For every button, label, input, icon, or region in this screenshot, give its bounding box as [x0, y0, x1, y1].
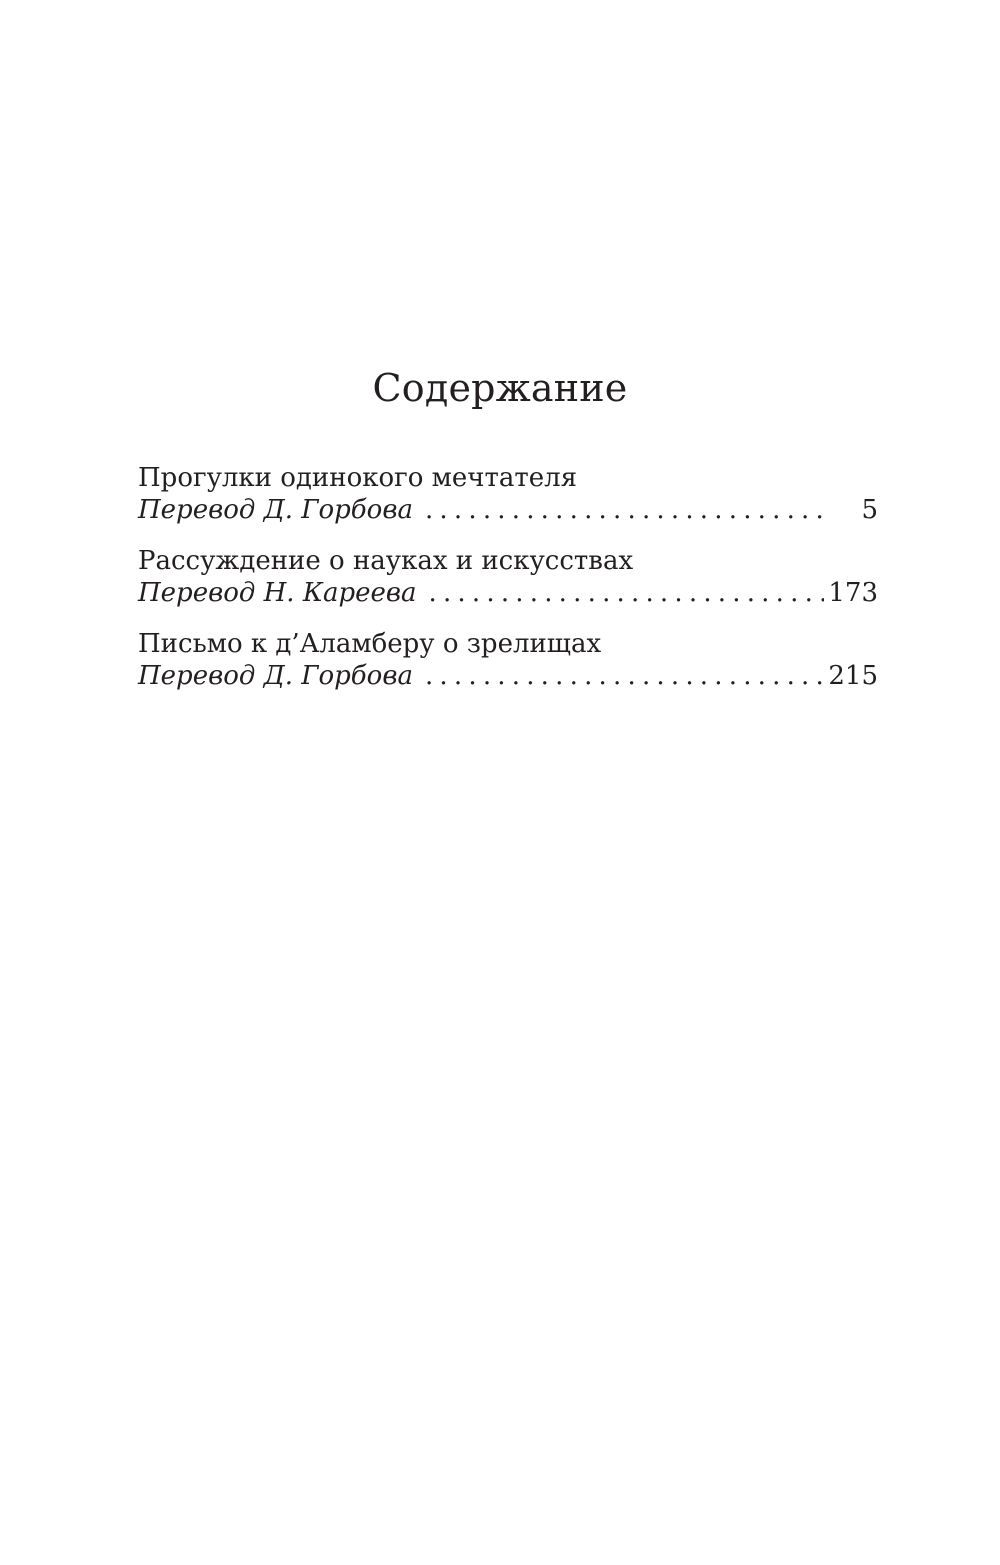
entry-page-number: 5 [861, 495, 878, 525]
page-title: Содержание [372, 366, 628, 410]
dot-leader [425, 494, 830, 527]
entry-translator: Перевод Н. Кареева [138, 578, 417, 608]
entry-line [138, 494, 878, 527]
entry-title: Письмо к д’Аламберу о зрелищах [138, 629, 602, 659]
toc-entry[interactable] [138, 462, 878, 527]
entry-translator: Перевод Д. Горбова [138, 495, 413, 525]
entry-translator: Перевод Д. Горбова [138, 661, 413, 691]
entry-page-number: 215 [828, 661, 878, 691]
entry-line [138, 577, 878, 610]
entry-title: Прогулки одинокого мечтателя [138, 463, 578, 493]
toc-entry[interactable] [138, 545, 878, 610]
entry-page-number: 173 [828, 578, 878, 608]
table-of-contents [138, 462, 878, 711]
entry-line [138, 660, 878, 693]
dot-leader [429, 577, 825, 610]
entry-title: Рассуждение о науках и искусствах [138, 546, 634, 576]
dot-leader [425, 660, 824, 693]
toc-entry[interactable] [138, 628, 878, 693]
